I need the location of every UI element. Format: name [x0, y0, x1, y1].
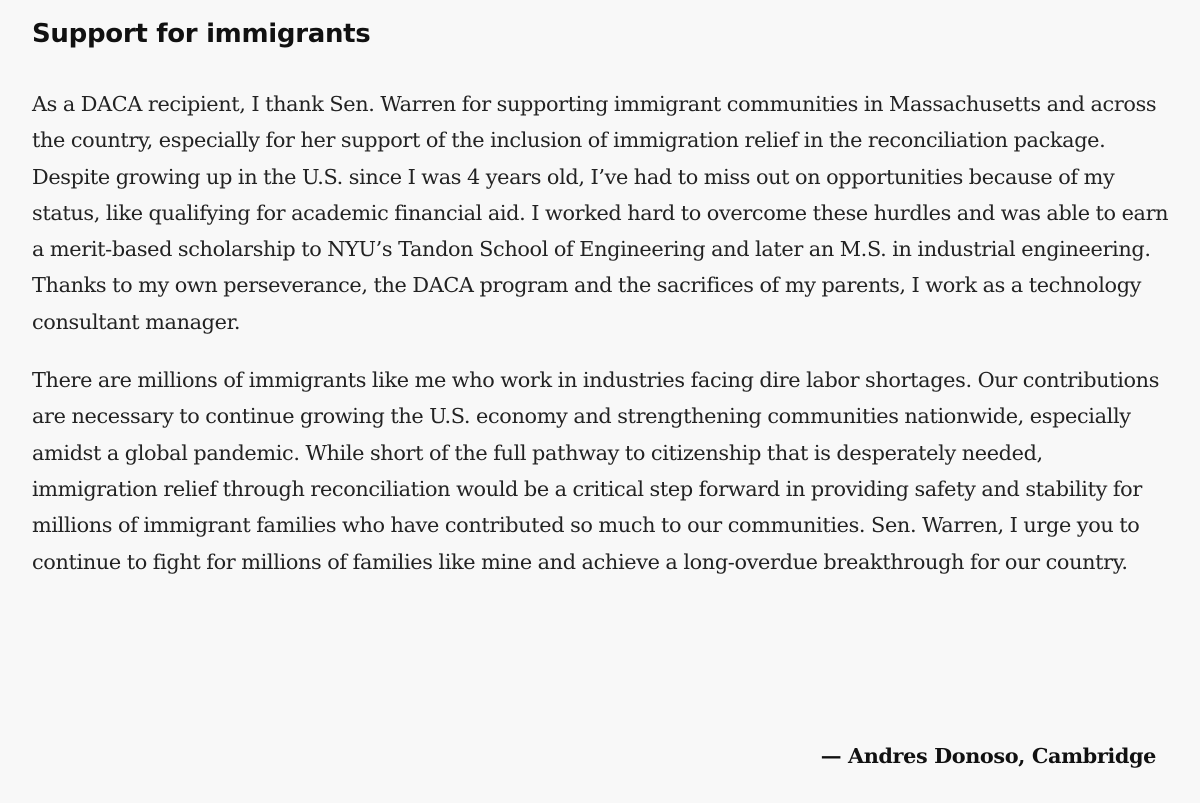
letter-title: Support for immigrants — [32, 19, 371, 49]
letter-paragraph-1: As a DACA recipient, I thank Sen. Warren for supporting immigrant communities in Massachusetts and across the country, especially for her support of the inclusion of immigration relief in the reconciliation package. Despite growing up in the U.S. since I was 4 years old, I’ve had to miss out on opportunities because of my status, like qualifying for academic financial aid. I worked hard to overcome these hurdles and was able to earn a merit-based scholarship to NYU’s Tandon School of Engineering and later an M.S. in industrial engineering. Thanks to my own perseverance, the DACA program and the sacrifices of my parents, I work as a technology consultant manager. — [32, 92, 1169, 334]
letter-article — [32, 14, 1172, 580]
letter-paragraph-2: There are millions of immigrants like me who work in industries facing dire labor shortages. Our contributions are necessary to continue growing the U.S. economy and strengthening communities nationwide, especially amidst a global pandemic. While short of the full pathway to citizenship that is desperately needed, immigration relief through reconciliation would be a critical step forward in providing safety and stability for millions of immigrant families who have contributed so much to our communities. Sen. Warren, I urge you to continue to fight for millions of families like mine and achieve a long-overdue breakthrough for our country. — [32, 368, 1160, 574]
letter-signature: — Andres Donoso, Cambridge — [820, 743, 1156, 768]
